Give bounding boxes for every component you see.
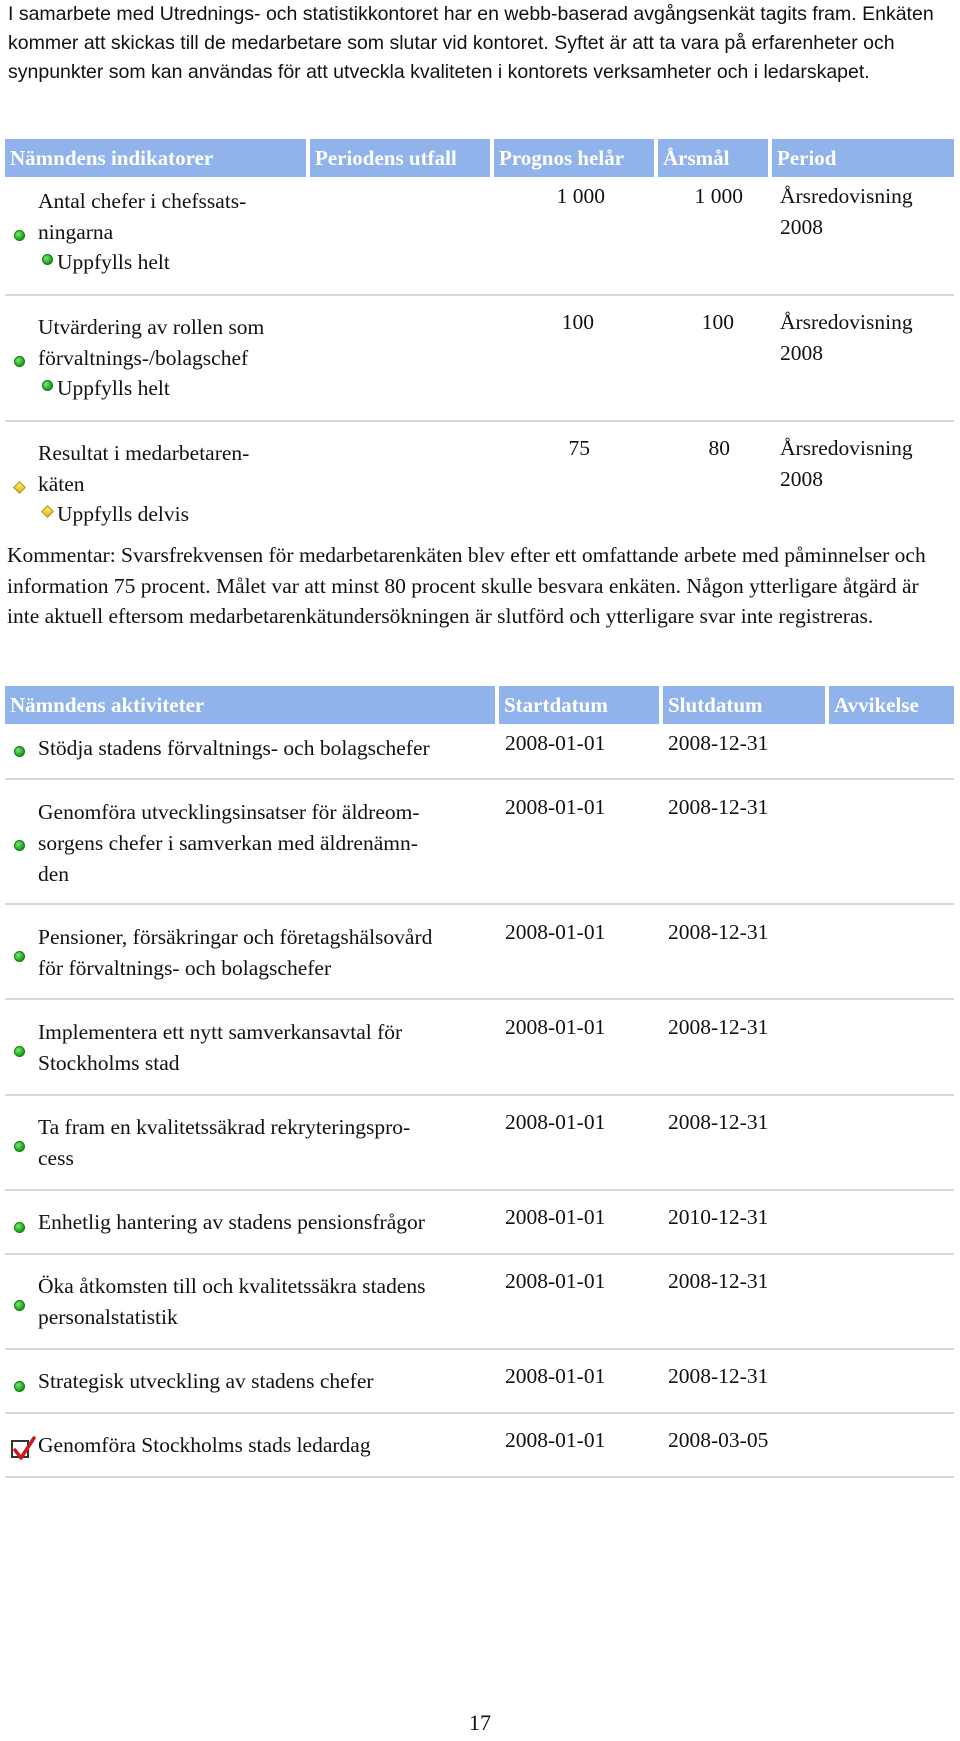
indicator-forecast: 100 — [561, 310, 594, 334]
activity-end: 2010-12-31 — [668, 1205, 769, 1229]
activity-name-line2: för förvaltnings- och bolagschefer — [38, 956, 332, 980]
activity-start: 2008-01-01 — [505, 920, 606, 944]
activity-end: 2008-12-31 — [668, 795, 769, 819]
yellow-diamond-icon — [13, 481, 26, 494]
green-dot-icon — [14, 951, 25, 962]
red-check-icon — [11, 1440, 29, 1458]
indicator-name-line2: ningarna — [38, 220, 114, 244]
indicator-forecast: 75 — [568, 436, 590, 460]
row-divider — [5, 1348, 954, 1350]
activity-end: 2008-12-31 — [668, 1015, 769, 1039]
activity-start: 2008-01-01 — [505, 1110, 606, 1134]
indicators-header-outcome: Periodens utfall — [310, 139, 490, 177]
indicator-name-line2: förvaltnings-/bolagschef — [38, 346, 249, 370]
page-number: 17 — [469, 1710, 491, 1735]
indicators-header-period: Period — [772, 139, 954, 177]
indicators-header-name: Nämndens indikatorer — [5, 139, 306, 177]
indicator-name-line2: käten — [38, 472, 85, 496]
activity-name-line1: Pensioner, försäkringar och företagshälsovård — [38, 925, 433, 949]
indicator-status: Uppfylls helt — [57, 250, 170, 274]
green-dot-icon — [14, 1381, 25, 1392]
indicator-period-line2: 2008 — [780, 215, 823, 239]
green-dot-icon — [14, 1300, 25, 1311]
activity-name-line2: sorgens chefer i samverkan med äldrenämn- — [38, 831, 418, 855]
indicators-header-target: Årsmål — [658, 139, 768, 177]
activity-start: 2008-01-01 — [505, 795, 606, 819]
row-divider — [5, 778, 954, 780]
green-dot-icon — [14, 356, 25, 367]
activity-start: 2008-01-01 — [505, 1269, 606, 1293]
indicator-forecast: 1 000 — [556, 184, 605, 208]
indicator-period-line2: 2008 — [780, 467, 823, 491]
activity-name-line3: den — [38, 862, 70, 886]
indicator-period-line2: 2008 — [780, 341, 823, 365]
activity-start: 2008-01-01 — [505, 731, 606, 755]
row-divider — [5, 1094, 954, 1096]
activity-end: 2008-12-31 — [668, 1110, 769, 1134]
activity-name-line1: Öka åtkomsten till och kvalitetssäkra stadens — [38, 1274, 426, 1298]
activity-end: 2008-12-31 — [668, 920, 769, 944]
row-divider — [5, 998, 954, 1000]
activity-end: 2008-12-31 — [668, 731, 769, 755]
activities-header-start: Startdatum — [499, 686, 659, 724]
activity-start: 2008-01-01 — [505, 1015, 606, 1039]
activity-name-line1: Strategisk utveckling av stadens chefer — [38, 1369, 374, 1393]
indicator-period-line1: Årsredovisning — [780, 184, 913, 208]
activity-end: 2008-12-31 — [668, 1269, 769, 1293]
activity-name-line1: Enhetlig hantering av stadens pensionsfrågor — [38, 1210, 425, 1234]
activity-end: 2008-03-05 — [668, 1428, 769, 1452]
indicator-period-line1: Årsredovisning — [780, 310, 913, 334]
row-divider — [5, 294, 954, 296]
green-dot-icon — [14, 230, 25, 241]
indicator-status: Uppfylls helt — [57, 376, 170, 400]
indicator-period-line1: Årsredovisning — [780, 436, 913, 460]
row-divider — [5, 1189, 954, 1191]
indicator-target: 80 — [708, 436, 730, 460]
row-divider — [5, 1412, 954, 1414]
green-dot-icon — [14, 746, 25, 757]
indicator-comment: Kommentar: Svarsfrekvensen för medarbetarenkäten blev efter ett omfattande arbete med påminnelser och information 75 procent. Målet var att minst 80 procent skulle besvara enkäten. Någon ytterligare åtgärd är inte aktuell eftersom medarbetarenkätundersökningen är slutförd och ytterligare svar inte registreras. — [7, 543, 926, 628]
green-dot-icon — [14, 1046, 25, 1057]
activity-name-line1: Stödja stadens förvaltnings- och bolagschefer — [38, 736, 430, 760]
activity-start: 2008-01-01 — [505, 1205, 606, 1229]
activities-header-name: Nämndens aktiviteter — [5, 686, 495, 724]
activity-name-line2: personalstatistik — [38, 1305, 178, 1329]
green-dot-icon — [42, 254, 53, 265]
green-dot-icon — [42, 380, 53, 391]
intro-paragraph: I samarbete med Utrednings- och statistikkontoret har en webb-baserad avgångsenkät tagits fram. Enkäten kommer att skickas till de medarbetare som slutar vid kontoret. Syftet är att ta vara på erfarenheter och synpunkter som kan användas för att utveckla kvaliteten i kontorets verksamheter och i ledarskapet. — [8, 3, 934, 83]
indicator-name-line1: Utvärdering av rollen som — [38, 315, 265, 339]
row-divider — [5, 1253, 954, 1255]
activity-start: 2008-01-01 — [505, 1428, 606, 1452]
activity-name-line1: Implementera ett nytt samverkansavtal för — [38, 1020, 403, 1044]
indicator-name-line1: Resultat i medarbetaren- — [38, 441, 250, 465]
row-divider — [5, 420, 954, 422]
yellow-diamond-icon — [41, 505, 54, 518]
row-divider — [5, 1476, 954, 1478]
activities-header-deviation: Avvikelse — [829, 686, 954, 724]
indicators-header-forecast: Prognos helår — [494, 139, 654, 177]
activity-name-line2: Stockholms stad — [38, 1051, 180, 1075]
activity-name-line2: cess — [38, 1146, 74, 1170]
indicator-target: 100 — [701, 310, 734, 334]
activity-name-line1: Genomföra Stockholms stads ledardag — [38, 1433, 371, 1457]
activity-end: 2008-12-31 — [668, 1364, 769, 1388]
indicator-status: Uppfylls delvis — [57, 502, 189, 526]
indicator-name-line1: Antal chefer i chefssats- — [38, 189, 247, 213]
activity-name-line1: Ta fram en kvalitetssäkrad rekryteringspro- — [38, 1115, 411, 1139]
indicator-target: 1 000 — [694, 184, 743, 208]
activities-header-end: Slutdatum — [663, 686, 825, 724]
row-divider — [5, 903, 954, 905]
activity-name-line1: Genomföra utvecklingsinsatser för äldreom- — [38, 800, 420, 824]
green-dot-icon — [14, 840, 25, 851]
activity-start: 2008-01-01 — [505, 1364, 606, 1388]
green-dot-icon — [14, 1141, 25, 1152]
green-dot-icon — [14, 1222, 25, 1233]
